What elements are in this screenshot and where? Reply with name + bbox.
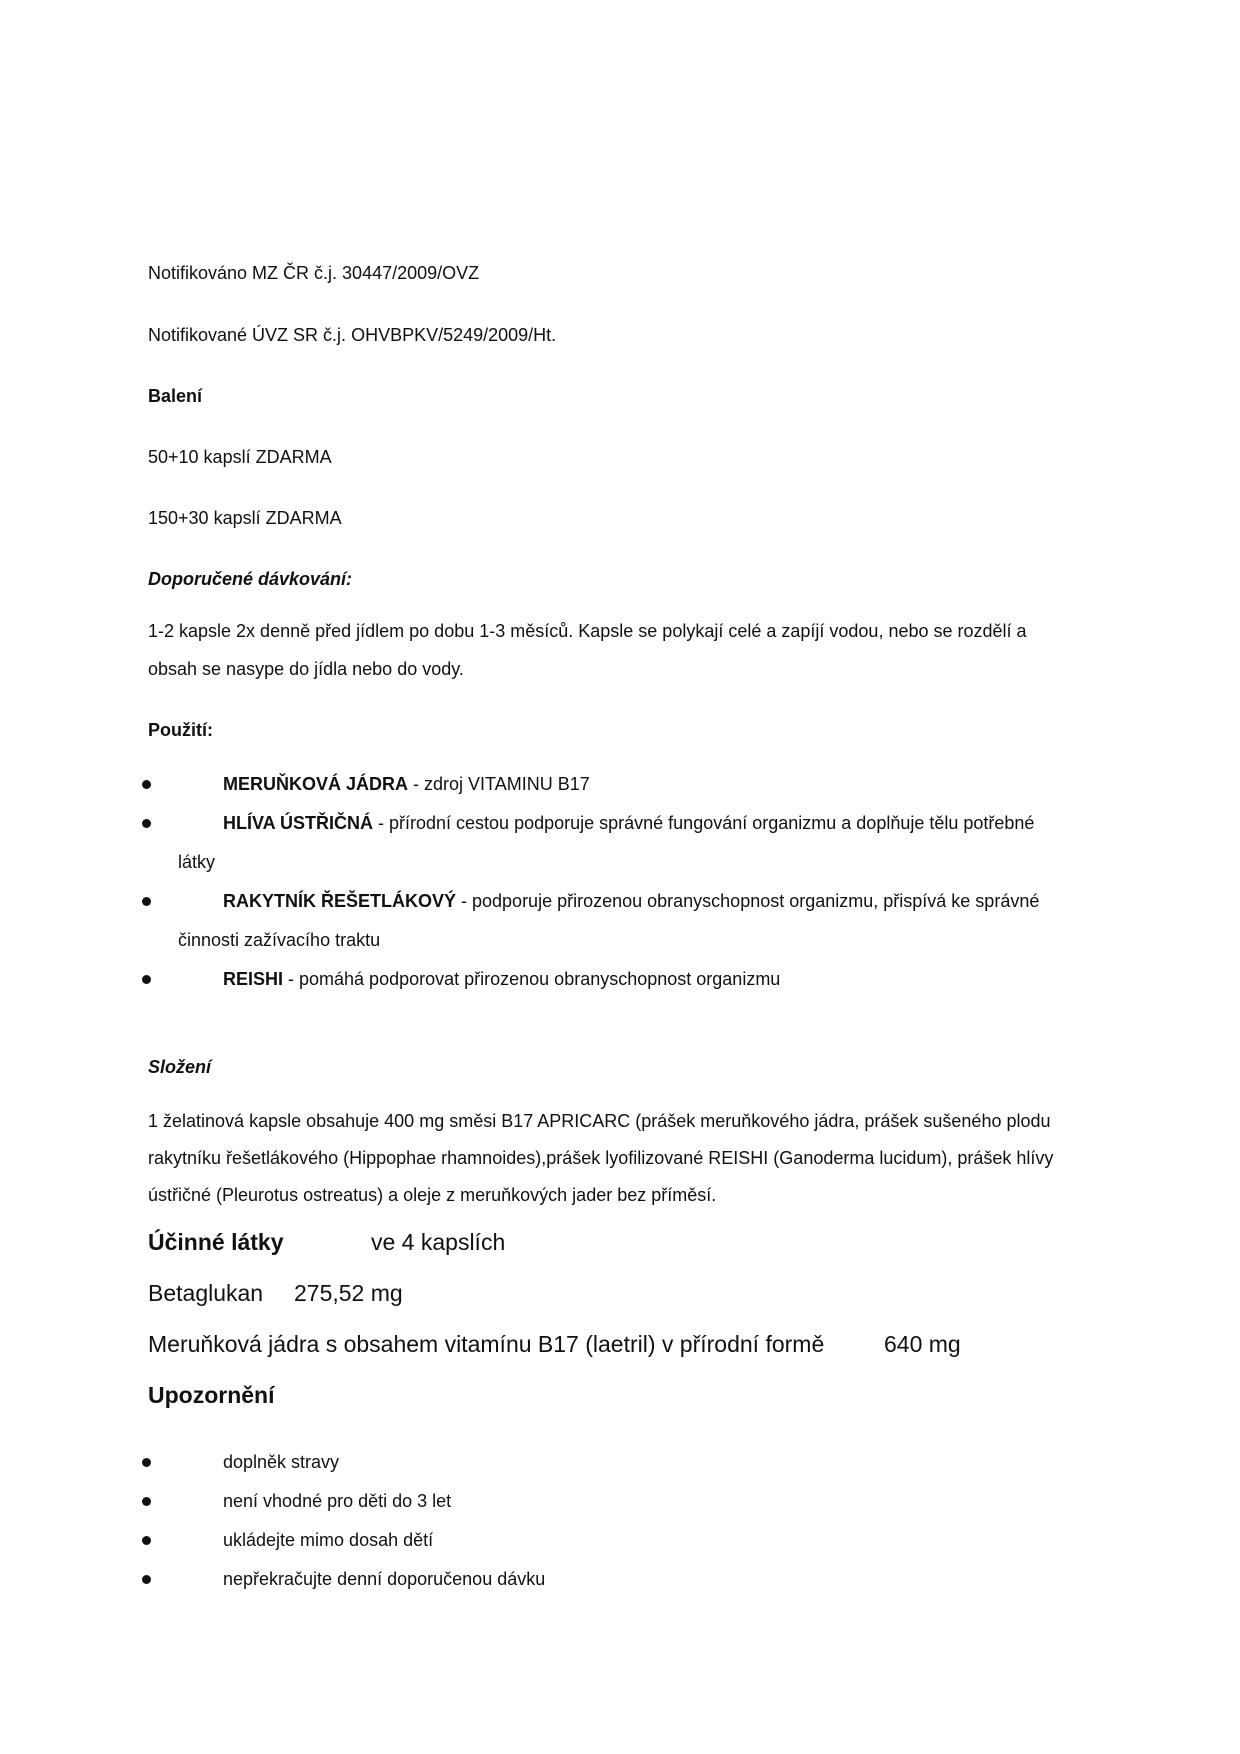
usage-item [223,812,1034,834]
packaging-item: 50+10 kapslí ZDARMA [148,447,332,467]
usage-item-name: RAKYTNÍK ŘEŠETLÁKOVÝ [223,891,457,911]
active-substances-per: ve 4 kapslích [371,1229,506,1255]
usage-item [223,890,1039,912]
bullet-icon [142,897,151,906]
packaging-heading: Balení [148,386,203,406]
active-row-amount: 275,52 mg [294,1280,403,1306]
notification-cz: Notifikováno MZ ČR č.j. 30447/2009/OVZ [148,263,480,283]
usage-heading: Použití: [148,720,213,740]
notification-sk: Notifikované ÚVZ SR č.j. OHVBPKV/5249/2009/Ht. [148,325,557,345]
warning-item: ukládejte mimo dosah dětí [223,1530,434,1550]
active-row-name: Meruňková jádra s obsahem vitamínu B17 (laetril) v přírodní formě [148,1331,825,1357]
composition-heading: Složení [148,1057,212,1077]
dosage-text-line: 1-2 kapsle 2x denně před jídlem po dobu 1-3 měsíců. Kapsle se polykají celé a zapíjí vodou, nebo se rozdělí a [148,621,1027,641]
usage-item-continuation: činnosti zažívacího traktu [178,930,381,950]
usage-item-desc: - pomáhá podporovat přirozenou obranyschopnost organizmu [283,969,781,989]
packaging-item: 150+30 kapslí ZDARMA [148,508,342,528]
composition-text-line: rakytníku řešetlákového (Hippophae rhamnoides),prášek lyofilizované REISHI (Ganoderma lucidum), prášek hlívy [148,1148,1054,1168]
bullet-icon [142,780,151,789]
warning-heading: Upozornění [148,1382,275,1408]
usage-item-desc: - podporuje přirozenou obranyschopnost organizmu, přispívá ke správné [456,891,1040,911]
usage-item-name: REISHI [223,969,284,989]
bullet-icon [142,975,151,984]
active-row-amount: 640 mg [884,1331,961,1357]
bullet-icon [142,819,151,828]
composition-text-line: ústřičné (Pleurotus ostreatus) a oleje z meruňkových jader bez příměsí. [148,1185,717,1205]
bullet-icon [142,1575,151,1584]
dosage-heading: Doporučené dávkování: [148,569,353,589]
warning-item: není vhodné pro děti do 3 let [223,1491,452,1511]
warning-item: nepřekračujte denní doporučenou dávku [223,1569,546,1589]
usage-item-continuation: látky [178,852,216,872]
dosage-text-line: obsah se nasype do jídla nebo do vody. [148,659,464,679]
composition-text-line: 1 želatinová kapsle obsahuje 400 mg směsi B17 APRICARC (prášek meruňkového jádra, prášek sušeného plodu [148,1111,1051,1131]
usage-item-desc: - zdroj VITAMINU B17 [408,774,590,794]
bullet-icon [142,1536,151,1545]
bullet-icon [142,1497,151,1506]
usage-item-name: HLÍVA ÚSTŘIČNÁ [223,813,373,833]
bullet-icon [142,1458,151,1467]
warning-item: doplněk stravy [223,1452,340,1472]
usage-item [223,773,590,795]
usage-item-desc: - přírodní cestou podporuje správné fungování organizmu a doplňuje tělu potřebné [373,813,1035,833]
usage-item [223,968,780,990]
active-substances-heading: Účinné látky [148,1229,284,1255]
usage-item-name: MERUŇKOVÁ JÁDRA [223,774,409,794]
active-row-name: Betaglukan [148,1280,264,1306]
